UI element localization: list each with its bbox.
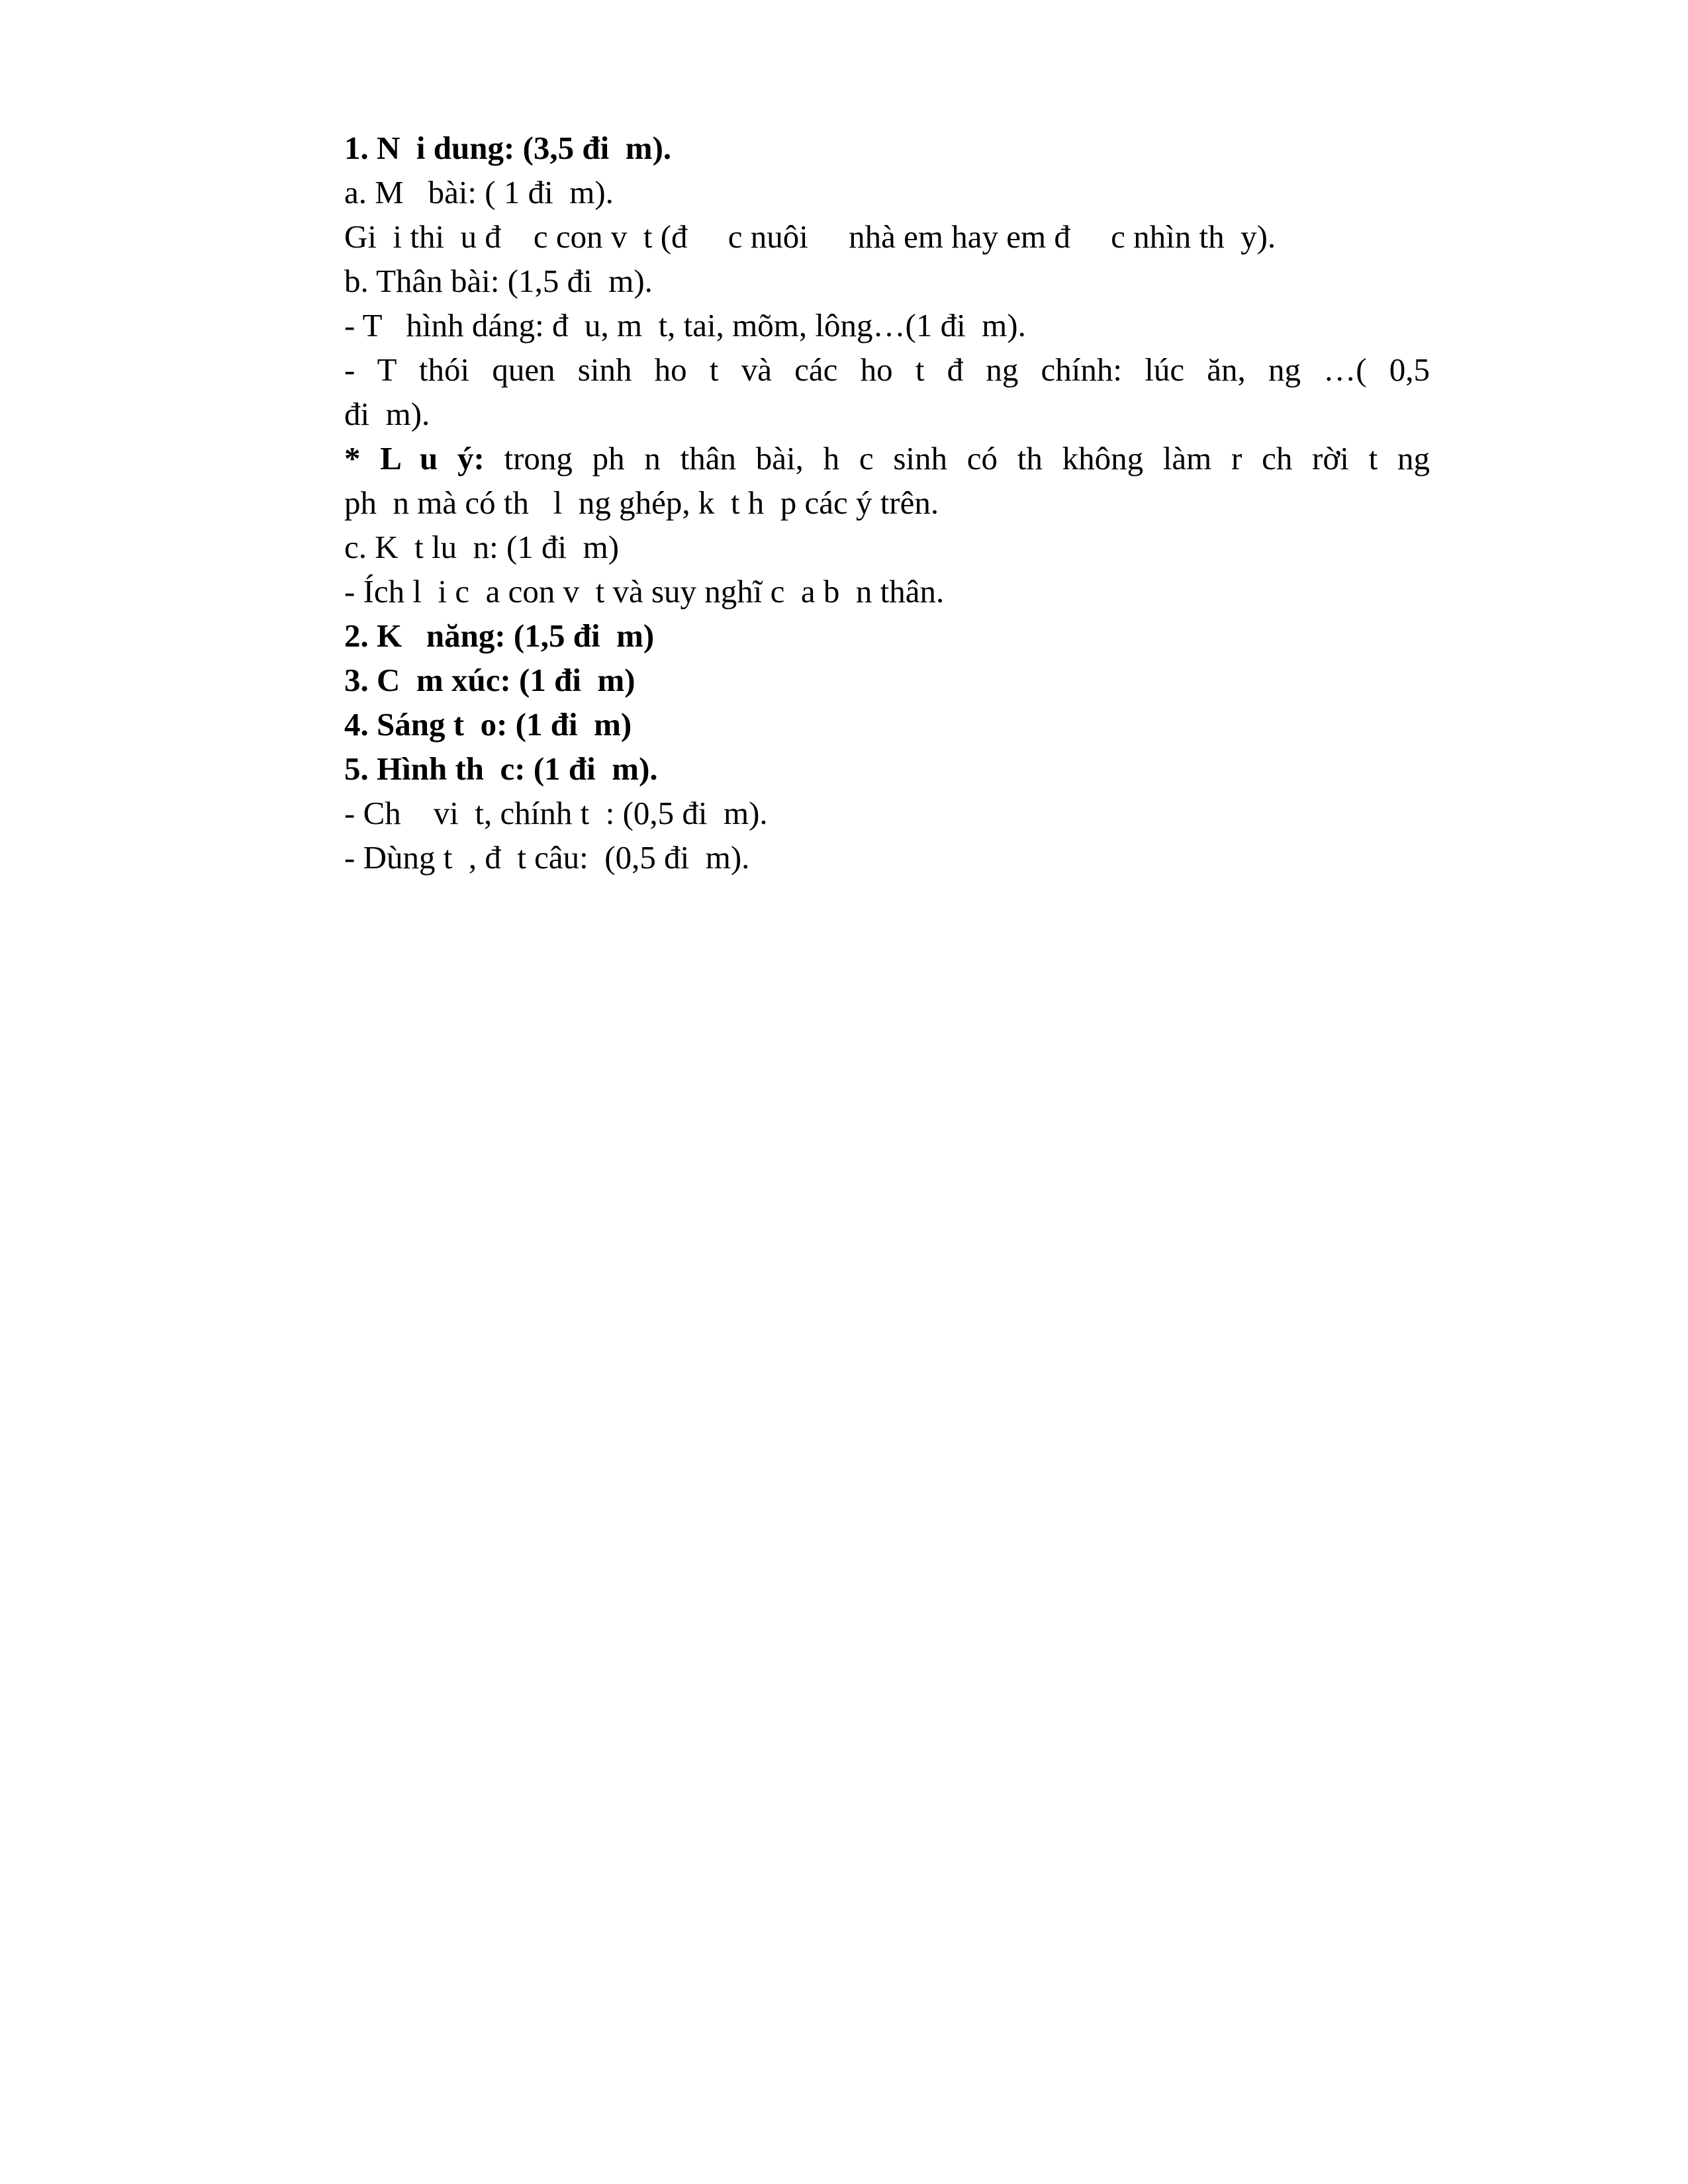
- grading-rubric: [344, 126, 1430, 880]
- note-label: * L u ý:: [344, 440, 485, 477]
- body-habits: - T thói quen sinh ho t và các ho t đ ng chính: lúc ăn, ng …( 0,5: [344, 351, 1430, 388]
- body-appearance: - T hình dáng: đ u, m t, tai, mõm, lông…(1 đi m).: [344, 307, 1026, 343]
- heading-emotion: 3. C m xúc: (1 đi m): [344, 662, 635, 698]
- conclusion-detail: - Ích l i c a con v t và suy nghĩ c a b n thân.: [344, 573, 945, 610]
- intro-detail: Gi i thi u đ c con v t (đ c nuôi nhà em hay em đ c nhìn th y).: [344, 218, 1276, 255]
- note-line-cont: ph n mà có th l ng ghép, k t h p các ý trên.: [344, 484, 939, 521]
- heading-form: 5. Hình th c: (1 đi m).: [344, 751, 658, 787]
- intro-section: a. M bài: ( 1 đi m).: [344, 174, 614, 210]
- heading-creativity: 4. Sáng t o: (1 đi m): [344, 706, 632, 743]
- note-text: trong ph n thân bài, h c sinh có th không làm r ch rời t ng: [484, 440, 1430, 477]
- form-wording: - Dùng t , đ t câu: (0,5 đi m).: [344, 839, 750, 876]
- heading-content: 1. N i dung: (3,5 đi m).: [344, 130, 672, 166]
- form-handwriting: - Ch vi t, chính t : (0,5 đi m).: [344, 795, 768, 831]
- note-line: [344, 436, 1430, 480]
- conclusion-section: c. K t lu n: (1 đi m): [344, 529, 620, 565]
- body-section: b. Thân bài: (1,5 đi m).: [344, 263, 653, 299]
- heading-skills: 2. K năng: (1,5 đi m): [344, 617, 655, 654]
- body-habits-cont: đi m).: [344, 396, 430, 432]
